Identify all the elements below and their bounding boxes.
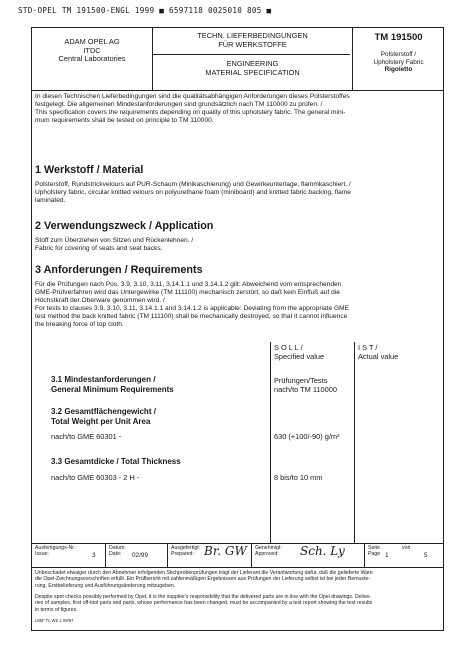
section-3-text: [35, 281, 443, 329]
prepared-signature: Br. GW: [204, 544, 247, 558]
page-of-label: von: [402, 545, 411, 551]
page-cell: [368, 545, 380, 558]
issue-label-de: Ausfertigungs-Nr.:: [35, 545, 77, 551]
section-1-heading: 1 Werkstoff / Material: [35, 164, 144, 176]
issue-label-en: Issue:: [35, 551, 49, 558]
section-3-line: GME-Prüfverfahren wird das Untergewirke (TM 111100) mechanisch zerstört, so daß kein Einfluß auf die: [35, 289, 340, 296]
footer-divider-issue: [105, 543, 106, 567]
prepared-cell: [171, 545, 200, 558]
section-1-line: Upholstery fabric, circular knitted velours on polyurethane foam (miniboard) and knitted fabric backing, flame: [35, 189, 351, 196]
intro-paragraph: [35, 93, 443, 125]
approved-label-en: Approved:: [255, 551, 279, 558]
section-3-heading: 3 Anforderungen / Requirements: [35, 264, 203, 276]
section-3-line: For tests to clauses 3.9, 3.10, 3.11, 3.14.1.1 and 3.14.1.2 is applicable: Deviating from the appropriate GME: [35, 305, 349, 312]
requirement-3-3-method: nach/to GME 60303 - 2 H -: [51, 473, 140, 482]
actual-column-header: [358, 344, 398, 361]
section-3-line: Höchstkraft der Oberware genommen wird. /: [35, 297, 165, 304]
intro-line: mum requirements shall be tested on principle to TM 110000.: [35, 117, 214, 124]
title-english-line1: ENGINEERING: [226, 59, 279, 68]
requirement-3-2-value: 630 (+100/-90) g/m²: [274, 432, 340, 441]
specified-label: Specified value: [274, 351, 325, 361]
disclaimer-german: [35, 570, 443, 589]
ist-label: I S T /: [358, 343, 378, 352]
subject-line3: Rigoletto: [384, 66, 413, 74]
intro-line: This specification covers the requirements depending on quality of this upholstery fabric. The general mini-: [35, 109, 346, 116]
requirement-3-2-title-en: Total Weight per Unit Area: [51, 416, 151, 426]
requirement-3-1-title-en: General Minimum Requirements: [51, 384, 174, 394]
section-3-line: Für die Prüfungen nach Pos. 3.9, 3.10, 3.11, 3.14.1.1 und 3.14.1.2 gilt: Abweichend vom entsprechenden: [35, 281, 342, 288]
soll-label: S O L L /: [274, 343, 303, 352]
requirement-3-2-title-de: 3.2 Gesamtflächengewicht /: [51, 407, 156, 416]
requirement-3-3-value: 8 bis/to 10 mm: [274, 473, 323, 482]
date-label-en: Date:: [109, 551, 122, 558]
page-number: 1: [385, 552, 389, 559]
company-name: ADAM OPEL AG: [64, 37, 120, 46]
disclaimer-english: [35, 594, 443, 613]
section-1-line: laminated.: [35, 197, 66, 204]
requirement-3-1-value-line1: Prüfungen/Tests: [274, 376, 328, 385]
prepared-label-de: Ausgefertigt:: [171, 545, 201, 551]
requirement-3-1-value: [274, 377, 337, 394]
disclaimer-line: ries of samples, first off-tool parts and parts, whose performance has been changed, must be accompanied by a test report showing the test results: [35, 600, 373, 607]
header-bottom-rule: [32, 90, 443, 91]
section-2-heading: 2 Verwendungszweck / Application: [35, 220, 214, 232]
disclaimer-line: in terms of figures.: [35, 606, 78, 613]
intro-line: festgelegt. Die allgemeinen Mindestanforderungen sind grundsätzlich nach TM 110000 zu prüfen. /: [35, 101, 323, 108]
requirement-3-1-value-line2: nach/to TM 110000: [274, 384, 337, 394]
title-english: [153, 60, 352, 77]
spec-column-divider: [270, 342, 271, 543]
title-german-line2: FÜR WERKSTOFFE: [218, 39, 287, 49]
document-reference-strip: [18, 6, 271, 15]
footer-divider-approved: [364, 543, 365, 567]
date-value: 02/99: [132, 552, 148, 559]
disclaimer-line: Despite spot checks possibly performed by Opel, it is the supplier's responsibility that the delivered parts are in line with the Opel drawings. Delive-: [35, 594, 372, 600]
actual-label: Actual value: [358, 351, 399, 361]
title-english-line2: MATERIAL SPECIFICATION: [205, 67, 300, 77]
date-label-de: Datum:: [109, 545, 126, 551]
disclaimer-line: die Opel-Zeichnungsvorschriften erfüllt. Ein Prüfbericht mit zahlenmäßigen Ergebnissen aus Prüfungen der Lieferung selbst ist bei jeder Bemuste-: [35, 576, 371, 583]
requirement-3-3-title: 3.3 Gesamtdicke / Total Thickness: [51, 457, 181, 466]
page-total: 5: [424, 552, 428, 559]
header-title-divider: [152, 54, 350, 55]
section-2-line: Fabric for covering of seats and seat backs.: [35, 245, 163, 252]
section-3-line: test method the back knitted fabric (TM 111100) shall be mechanically destroyed, so that it cannot influence: [35, 313, 348, 320]
footer-divider-date: [167, 543, 168, 567]
approved-signature: Sch. Ly: [300, 544, 345, 558]
approved-cell: [255, 545, 282, 558]
specification-page-frame: [31, 27, 444, 631]
page-label-de: Seite: [368, 545, 380, 551]
requirement-3-2-title: [51, 407, 156, 426]
section-2-line: Stoff zum Überziehen von Sitzen und Rückenlehnen. /: [35, 237, 194, 244]
issue-cell: [35, 545, 77, 558]
requirement-3-1-title: [51, 375, 174, 394]
page-label-en: Page: [368, 551, 381, 558]
company-division: ITDC: [83, 45, 101, 55]
section-2-text: [35, 237, 443, 253]
intro-line: In diesen Technischen Lieferbedingungen sind die qualitätsabhängigen Anforderungen dieses Polsterstoffes: [35, 93, 350, 100]
subject-line1: Polsterstoff /: [380, 51, 417, 58]
requirement-3-2-method: nach/to GME 60301 -: [51, 432, 122, 441]
subject-line2: Upholstery Fabric: [373, 58, 424, 66]
section-1-line: Polsterstoff, Rundstrickvelours auf PUR-Schaum (Minikaschierung) und Gewirkeunterlage, flammkaschiert. /: [35, 181, 351, 188]
footer-divider-prepared: [251, 543, 252, 567]
company-lab: Central Laboratories: [58, 54, 126, 64]
title-german: [153, 32, 352, 49]
actual-column-divider: [354, 342, 355, 543]
section-1-text: [35, 181, 443, 205]
specified-column-header: [274, 344, 324, 361]
issue-number: 3: [92, 552, 96, 559]
title-german-line1: TECHN. LIEFERBEDINGUNGEN: [197, 31, 308, 40]
footer-table-bottom-rule: [32, 567, 443, 568]
disclaimer-line: Unbeschadet etwaiger durch den Abnehmer erfolgenden Stichprobenprüfungen trägt der Lieferant die Verantwortung dafür, daß die gelieferte Ware: [35, 570, 373, 576]
requirement-3-1-title-de: 3.1 Mindestanforderungen /: [51, 375, 156, 384]
section-3-line: the breaking force of top cloth.: [35, 321, 124, 328]
spec-id-block: [353, 32, 444, 74]
date-cell: [109, 545, 126, 558]
disclaimer-line: rung, Erstbelieferung und Ausführungsänderung mitzugeben.: [35, 582, 176, 589]
approved-label-de: Genehmigt:: [255, 545, 282, 551]
prepared-label-en: Prepared:: [171, 551, 194, 558]
form-code: L65F TL WS 1 09/97: [35, 618, 74, 623]
document-reference-text: STD·OPEL TM 191500-ENGL 1999 ■ 6597118 0025010 805 ■: [18, 6, 272, 15]
company-block: [32, 38, 152, 64]
tm-number: TM 191500: [374, 32, 423, 43]
